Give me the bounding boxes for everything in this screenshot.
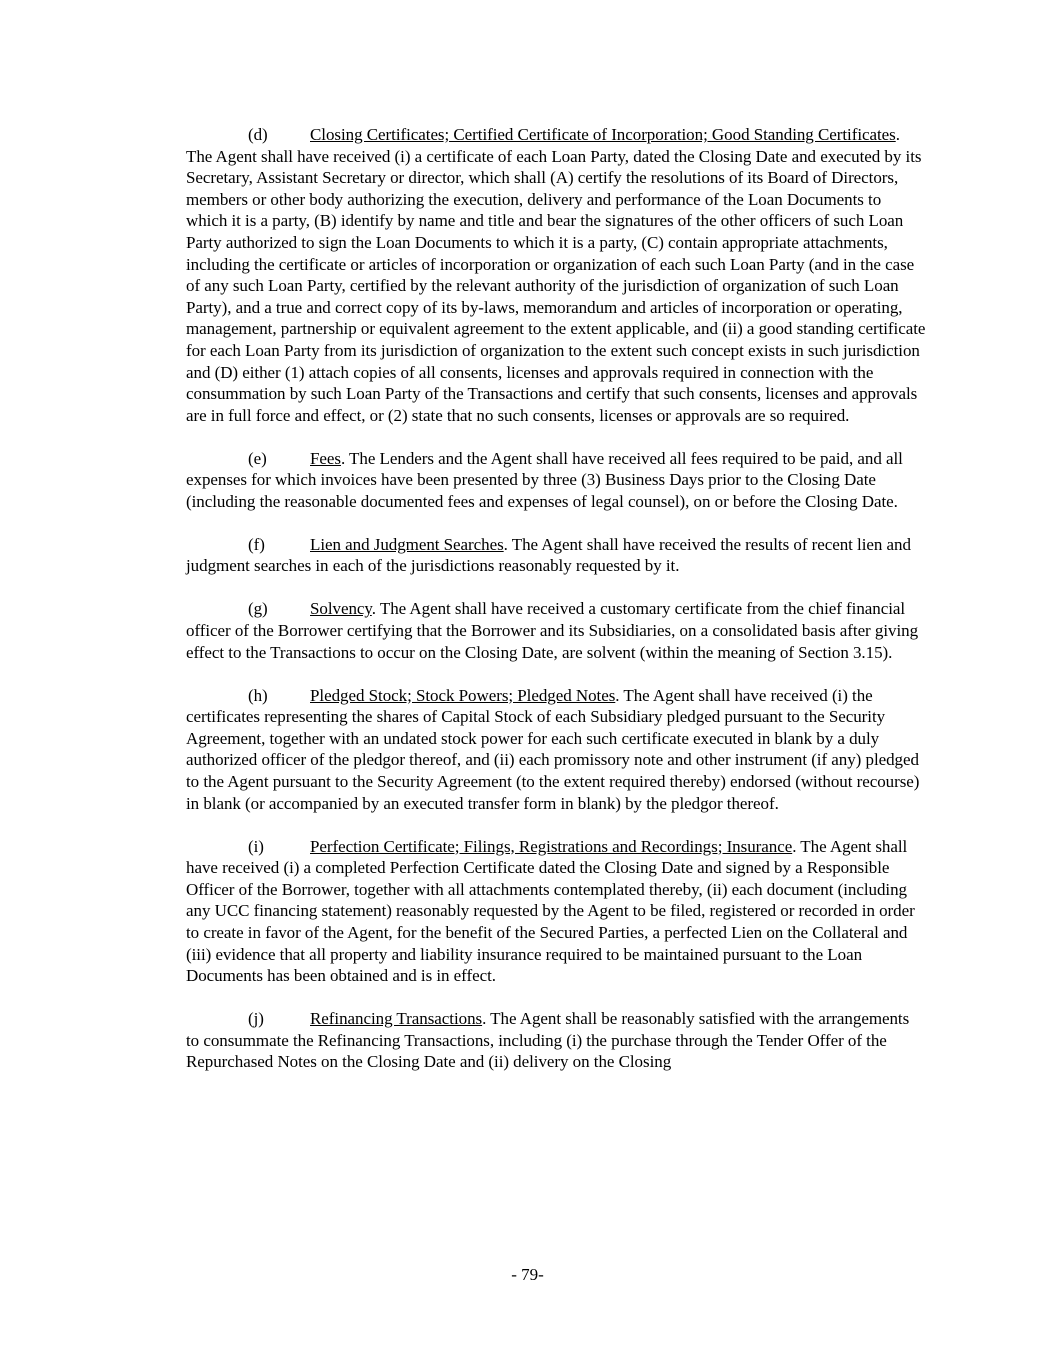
paragraph-text: . The Agent shall have received a customary certificate from the chief financial officer of the Borrower certifying that the Borrower and its Subsidiaries, on a consolidated basis after giving effect to the Transactions to occur on the Closing Date, are solvent (within the meaning of Section 3.15). xyxy=(186,599,919,662)
paragraph-text: . The Agent shall be reasonably satisfied with the arrangements to consummate the Refinancing Transactions, including (i) the purchase through the Tender Offer of the Repurchased Notes on the Closing Date and (ii) delivery on the Closing xyxy=(186,1009,910,1072)
paragraph-label: (g) xyxy=(248,599,268,619)
paragraph-j xyxy=(186,1008,926,1073)
paragraph-label: (i) xyxy=(248,836,264,856)
paragraph-text: . The Agent shall have received (i) the certificates representing the shares of Capital Stock of each Subsidiary pledged pursuant to the Security Agreement, together with an undated stock power for each such certificate executed in blank by a duly authorized officer of the pledgor thereof, and (ii) each promissory note and other instrument (if any) pledged to the Agent pursuant to the Security Agreement (to the extent required thereby) endorsed (without recourse) in blank (or accompanied by an executed transfer form in blank) by the pledgor thereof. xyxy=(186,685,920,813)
paragraph-label: (h) xyxy=(248,685,268,705)
document-body xyxy=(186,124,926,1094)
paragraph-label: (e) xyxy=(248,448,267,468)
paragraph-text: . The Lenders and the Agent shall have received all fees required to be paid, and all expenses for which invoices have been presented by three (3) Business Days prior to the Closing Date (including the reasonable documented fees and expenses of legal counsel), on or before the Closing Date. xyxy=(186,448,903,511)
paragraph-heading: Perfection Certificate; Filings, Registrations and Recordings; Insurance xyxy=(310,836,793,856)
paragraph-f xyxy=(186,534,926,577)
paragraph-label: (d) xyxy=(248,125,268,144)
paragraph-heading: Closing Certificates; Certified Certificate of Incorporation; Good Standing Certificates xyxy=(310,125,896,144)
paragraph-heading: Solvency xyxy=(310,599,372,619)
paragraph-heading: Fees xyxy=(310,448,341,468)
paragraph-g xyxy=(186,598,926,663)
paragraph-e xyxy=(186,448,926,513)
paragraph-h xyxy=(186,685,926,815)
paragraph-text: . The Agent shall have received (i) a certificate of each Loan Party, dated the Closing Date and executed by its Secretary, Assistant Secretary or director, which shall (A) certify the resolutions of its Board of Directors, members or other body authorizing the execution, delivery and performance of the Loan Documents to which it is a party, (B) identify by name and title and bear the signatures of the other officers of such Loan Party authorized to sign the Loan Documents to which it is a party, (C) contain appropriate attachments, including the certificate or articles of incorporation or organization of each such Loan Party (and in the case of any such Loan Party, certified by the relevant authority of the jurisdiction of organization of such Loan Party), and a true and correct copy of its by-laws, memorandum and articles of incorporation or operating, management, partnership or equivalent agreement to the extent applicable, and (ii) a good standing certificate for each Loan Party from its jurisdiction of organization to the extent such concept exists in such jurisdiction and (D) either (1) attach copies of all consents, licenses and approvals required in connection with the consummation by such Loan Party of the Transactions and certify that such consents, licenses and approvals are in full force and effect, or (2) state that no such consents, licenses or approvals are so required. xyxy=(186,125,926,425)
paragraph-d xyxy=(186,124,926,426)
paragraph-i xyxy=(186,836,926,987)
page-number: - 79- xyxy=(511,1265,544,1284)
paragraph-heading: Pledged Stock; Stock Powers; Pledged Notes xyxy=(310,685,616,705)
paragraph-heading: Lien and Judgment Searches xyxy=(310,534,504,554)
paragraph-text: . The Agent shall have received (i) a completed Perfection Certificate dated the Closing Date and signed by a Responsible Officer of the Borrower, together with all attachments contemplated thereby, (ii) each document (including any UCC financing statement) reasonably requested by the Agent to be filed, registered or recorded in order to create in favor of the Agent, for the benefit of the Secured Parties, a perfected Lien on the Collateral and (iii) evidence that all property and liability insurance required to be maintained pursuant to the Loan Documents has been obtained and is in effect. xyxy=(186,836,915,986)
paragraph-heading: Refinancing Transactions xyxy=(310,1009,483,1029)
paragraph-text: . The Agent shall have received the results of recent lien and judgment searches in each of the jurisdictions reasonably requested by it. xyxy=(186,534,911,576)
paragraph-label: (j) xyxy=(248,1009,264,1029)
paragraph-label: (f) xyxy=(248,534,265,554)
